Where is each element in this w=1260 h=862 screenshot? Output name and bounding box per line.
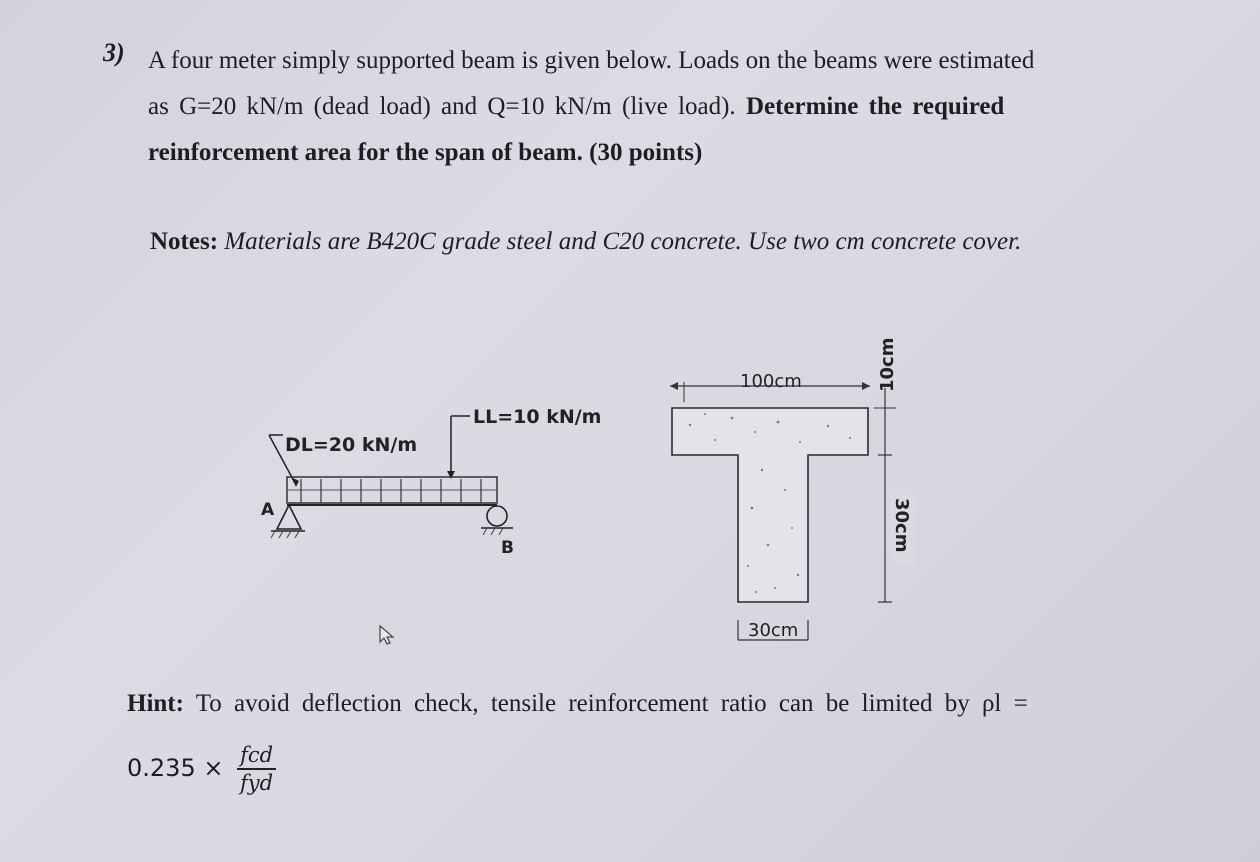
question-loads-text: as G=20 kN/m (dead load) and Q=10 kN/m (live load). — [148, 93, 736, 120]
support-a-pin — [277, 505, 301, 529]
hint-label: Hint: — [127, 690, 184, 717]
formula-numerator: fcd — [237, 742, 276, 770]
notes — [150, 228, 1021, 256]
formula-coefficient: 0.235 × — [127, 754, 224, 782]
hint — [127, 690, 1028, 718]
flange-thickness-label: 10cm — [877, 337, 898, 392]
support-b-roller — [487, 506, 507, 526]
dead-load-label: DL=20 kN/m — [285, 434, 418, 456]
question-number: 3) — [103, 38, 125, 67]
support-a-label: A — [261, 500, 275, 520]
support-b-label: B — [501, 538, 514, 558]
web-width-label: 30cm — [748, 620, 799, 641]
hint-formula — [127, 742, 276, 796]
t-section-shape — [672, 408, 868, 602]
web-height-label: 30cm — [891, 498, 912, 553]
mouse-cursor-icon — [378, 624, 398, 646]
beam-diagram — [255, 395, 635, 570]
question-line-2 — [148, 84, 1004, 130]
live-load-label: LL=10 kN/m — [473, 406, 602, 428]
formula-fraction — [237, 742, 276, 796]
flange-width-label: 100cm — [740, 371, 802, 392]
question-line-1: A four meter simply supported beam is given below. Loads on the beams were estimated — [148, 47, 1035, 74]
notes-label: Notes: — [150, 228, 219, 255]
formula-denominator: fyd — [240, 771, 274, 795]
t-section-diagram — [660, 330, 930, 650]
hint-text: To avoid deflection check, tensile reinforcement ratio can be limited by ρl = — [195, 690, 1028, 717]
notes-text: Materials are B420C grade steel and C20 concrete. Use two cm concrete cover. — [224, 228, 1022, 255]
question-task-text: Determine the required — [745, 93, 1005, 120]
question-line-3: reinforcement area for the span of beam. (30 points) — [148, 139, 703, 166]
